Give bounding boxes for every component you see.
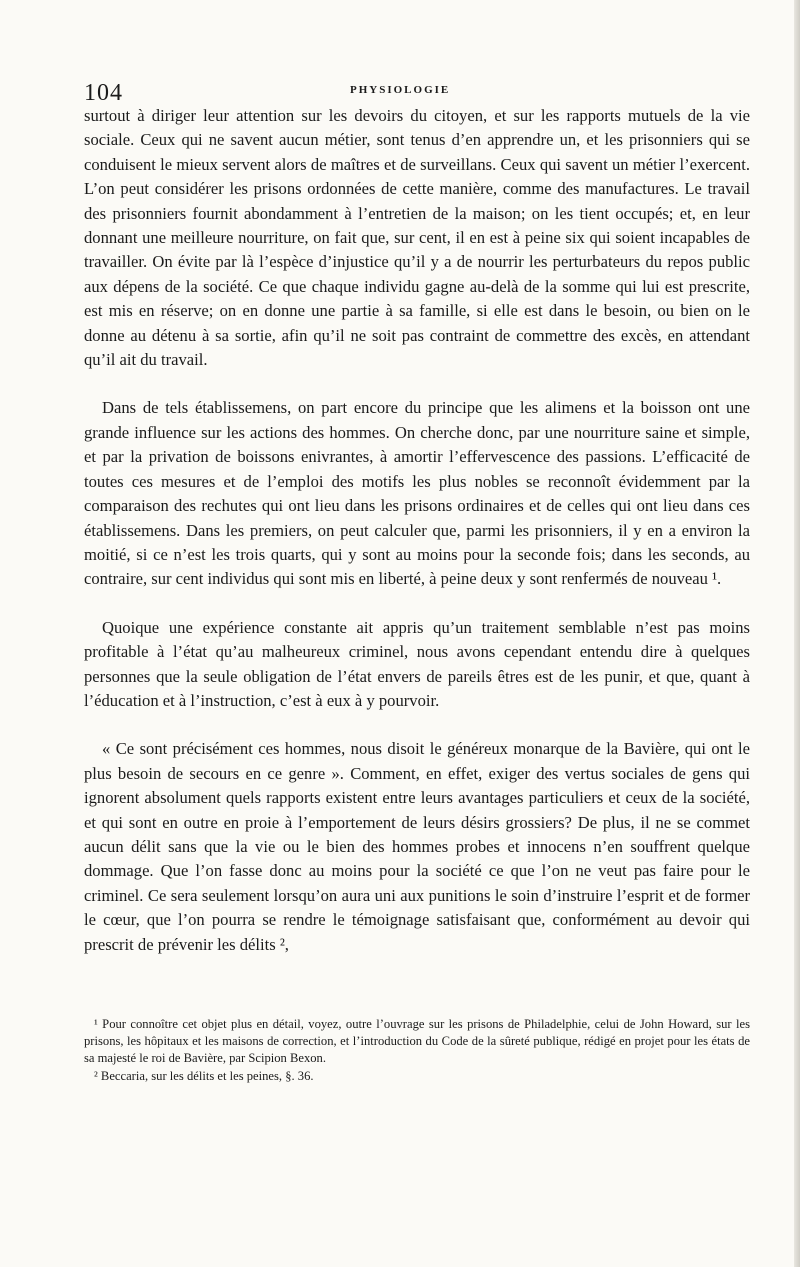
paragraph-experience: Quoique une expérience constante ait appris qu’un traitement semblable n’est pas moins profitable à l’état qu’au malheureux criminel, nous avons cependant entendu dire à quelques personnes que la seule obligation de l’état envers de pareils êtres est de les punir, et que, quant à l’éducation et à l’instruction, c’est à eux à y pourvoir. bbox=[84, 617, 750, 710]
footnotes bbox=[84, 1016, 750, 1085]
paragraph-continued: surtout à diriger leur attention sur les devoirs du citoyen, et sur les rapports mutuels de la vie sociale. Ceux qui ne savent aucun métier, sont tenus d’en apprendre un, et les prisonniers qui se conduisent le mieux servent alors de maîtres et de surveillans. Ceux qui savent un métier l’exercent. L’on peut considérer les prisons ordonnées de cette manière, comme des manufactures. Le travail des prisonniers fournit abondamment à l’entretien de la maison; on les tient occupés; et, en leur donnant une meilleure nourriture, on fait que, sur cent, il en est à peine six qui soient incapables de travailler. On évite par là l’espèce d’injustice qu’il y a de nourrir les perturbateurs du repos public aux dépens de la société. Ce que chaque individu gagne au-delà de la somme qui lui est prescrite, est mis en réserve; on en donne une partie à sa famille, si elle est dans le besoin, ou bien on le donne au détenu à sa sortie, afin qu’il ne soit pas contraint de commettre des excès, en attendant qu’il ait du travail. bbox=[84, 106, 750, 370]
paragraph-diet: Dans de tels établissemens, on part encore du principe que les alimens et la boisson ont une grande influence sur les actions des hommes. On cherche donc, par une nourriture saine et simple, et par la privation de boissons enivrantes, à amortir l’effervescence des passions. L’efficacité de toutes ces mesures et de l’emploi des motifs les plus nobles se reconnoît évidemment par la comparaison des rechutes qui ont lieu dans les prisons ordinaires et de celles qui ont lieu dans ces établissemens. Dans les premiers, on peut calculer que, parmi les prisonniers, il y en a environ la moitié, si ce n’est les trois quarts, qui y sont au moins pour la seconde fois; dans les seconds, au contraire, sur cent individus qui sont mis en liberté, à peine deux y sont renfermés de nouveau ¹. bbox=[84, 398, 750, 589]
running-head: PHYSIOLOGIE bbox=[350, 84, 451, 96]
page-edge-shadow bbox=[794, 0, 800, 1267]
footnote-1: ¹ Pour connoître cet objet plus en détail, voyez, outre l’ouvrage sur les prisons de Philadelphie, celui de John Howard, sur les prisons, les hôpitaux et les maisons de correction, et l’introduction du Code de la sûreté publique, rédigé en projet pour les états de sa majesté le roi de Bavière, par Scipion Bexon. bbox=[84, 1017, 750, 1065]
page-number: 104 bbox=[84, 80, 123, 106]
footnote-2: ² Beccaria, sur les délits et les peines, §. 36. bbox=[94, 1069, 314, 1083]
body-text bbox=[84, 104, 750, 957]
paragraph-monarch-quote: « Ce sont précisément ces hommes, nous disoit le généreux monarque de la Bavière, qui ont le plus besoin de secours en ce genre ». Comment, en effet, exiger des vertus sociales de gens qui ignorent absolument quels rapports existent entre leurs avantages particuliers et ceux de la société, et qui sont en outre en proie à l’emportement de leurs désirs grossiers? De plus, il ne se commet aucun délit sans que la vie ou le bien des hommes probes et innocens n’en souffrent quelque dommage. Que l’on fasse donc au moins pour la société ce que l’on ne veut pas faire pour le criminel. Ce sera seulement lorsqu’on aura uni aux punitions le soin d’instruire l’esprit et de former le cœur, que l’on pourra se rendre le témoignage satisfaisant que, conformément au devoir qui prescrit de prévenir les délits ², bbox=[84, 739, 750, 954]
